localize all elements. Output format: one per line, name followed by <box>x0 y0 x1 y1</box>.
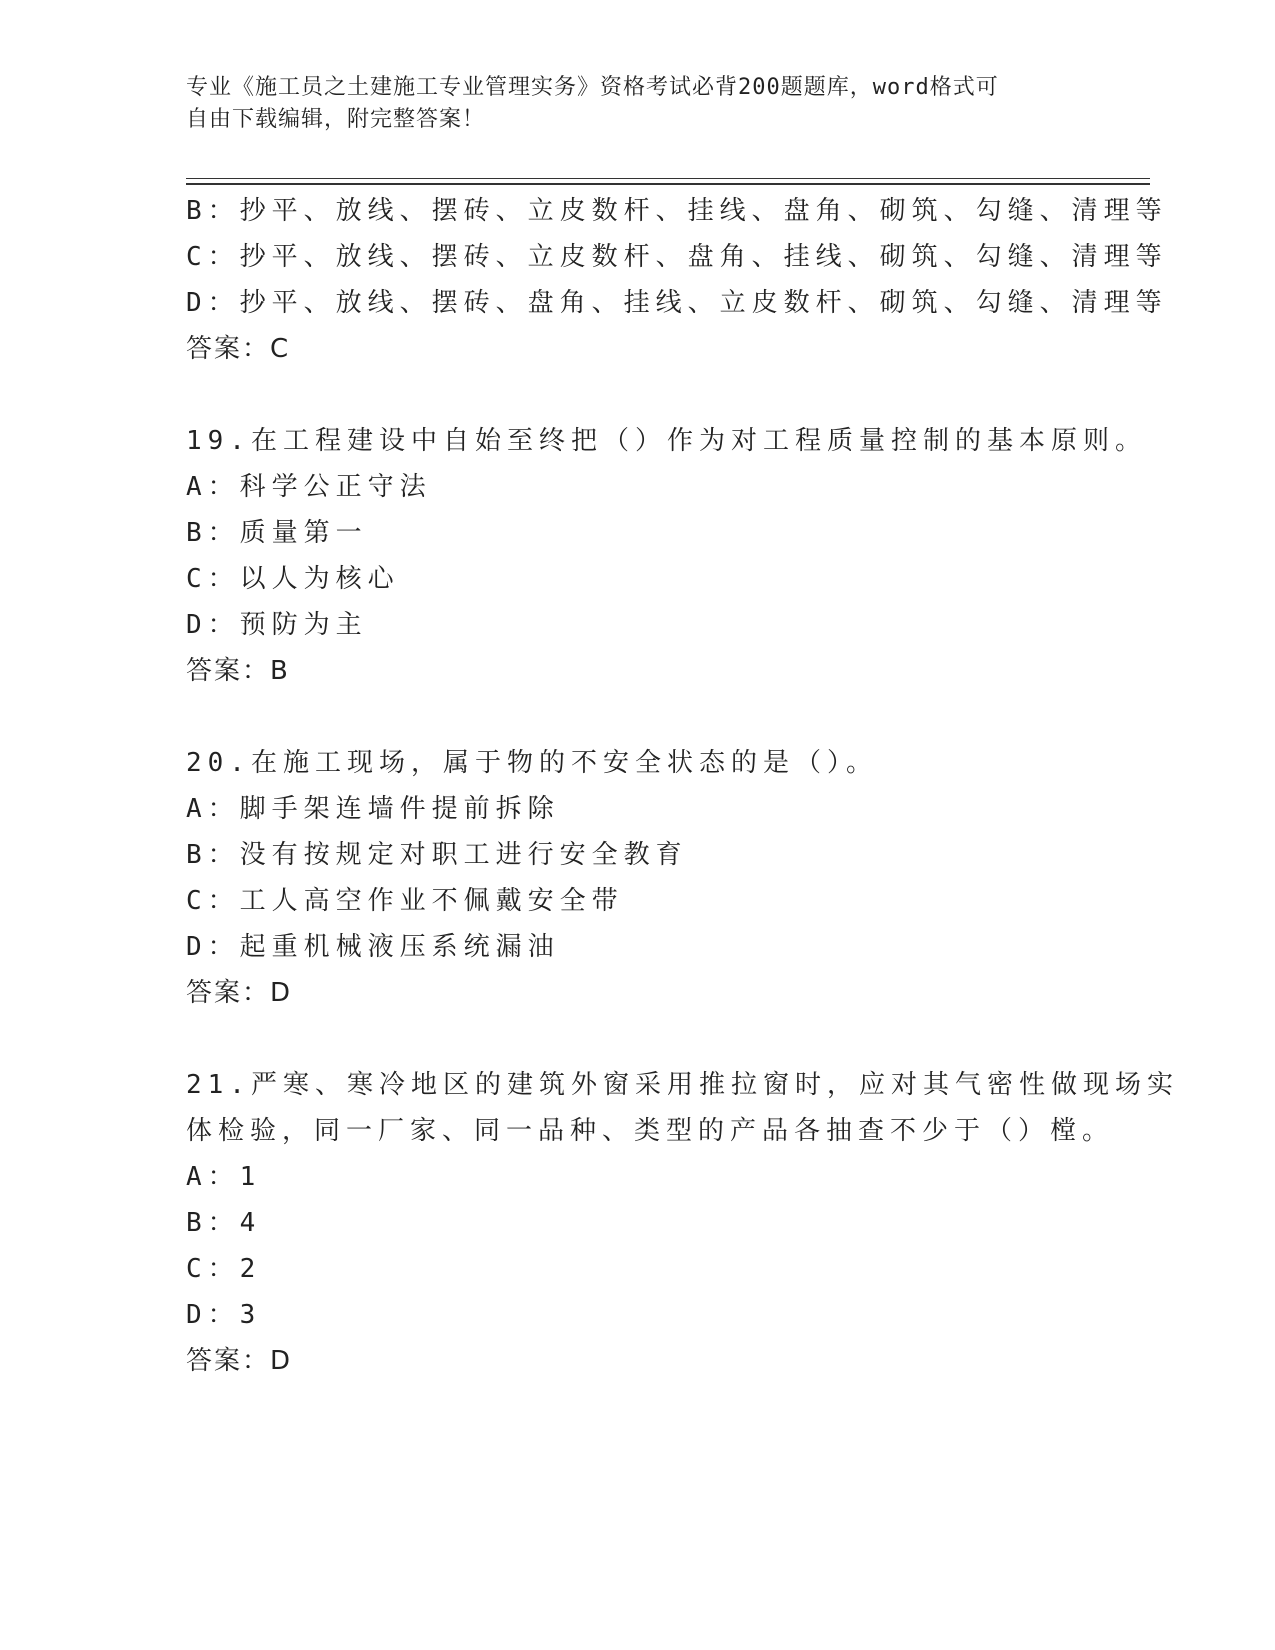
document-header <box>186 72 1086 136</box>
question-19 <box>186 418 1147 694</box>
option-d: D：起重机械液压系统漏油 <box>186 932 560 962</box>
spacer <box>186 1016 1086 1062</box>
option-b: B：质量第一 <box>186 518 368 548</box>
header-divider-thin <box>186 178 1150 179</box>
option-d: D：抄平、放线、摆砖、盘角、挂线、立皮数杆、砌筑、勾缝、清理等 <box>186 288 1168 318</box>
option-d: D：预防为主 <box>186 610 368 640</box>
answer-line: 答案：D <box>186 978 293 1008</box>
option-c: C：以人为核心 <box>186 564 400 594</box>
question-18-continued <box>186 188 1168 372</box>
answer-line: 答案：D <box>186 1346 293 1376</box>
header-title-line-2: 自由下载编辑，附完整答案！ <box>186 107 486 132</box>
question-stem: 20.在施工现场，属于物的不安全状态的是（）。 <box>186 748 878 778</box>
question-list <box>186 188 1179 1384</box>
question-stem: 19.在工程建设中自始至终把（）作为对工程质量控制的基本原则。 <box>186 426 1147 456</box>
option-b: B：4 <box>186 1208 262 1238</box>
header-title-line-1: 专业《施工员之土建施工专业管理实务》资格考试必背200题题库，word格式可 <box>186 75 999 100</box>
answer-line: 答案：C <box>186 334 291 364</box>
question-21 <box>186 1062 1179 1384</box>
option-b: B：抄平、放线、摆砖、立皮数杆、挂线、盘角、砌筑、勾缝、清理等 <box>186 196 1168 226</box>
header-divider-thick <box>186 183 1150 185</box>
option-c: C：抄平、放线、摆砖、立皮数杆、盘角、挂线、砌筑、勾缝、清理等 <box>186 242 1168 272</box>
option-a: A：脚手架连墙件提前拆除 <box>186 794 560 824</box>
option-b: B：没有按规定对职工进行安全教育 <box>186 840 688 870</box>
option-a: A：科学公正守法 <box>186 472 432 502</box>
answer-line: 答案：B <box>186 656 290 686</box>
option-a: A：1 <box>186 1162 262 1192</box>
spacer <box>186 372 1086 418</box>
question-stem-line-1: 21.严寒、寒冷地区的建筑外窗采用推拉窗时，应对其气密性做现场实 <box>186 1070 1179 1100</box>
option-d: D：3 <box>186 1300 262 1330</box>
option-c: C：2 <box>186 1254 262 1284</box>
option-c: C：工人高空作业不佩戴安全带 <box>186 886 624 916</box>
question-stem-line-2: 体检验，同一厂家、同一品种、类型的产品各抽查不少于（）樘。 <box>186 1116 1115 1146</box>
spacer <box>186 694 1086 740</box>
question-20 <box>186 740 1086 1016</box>
